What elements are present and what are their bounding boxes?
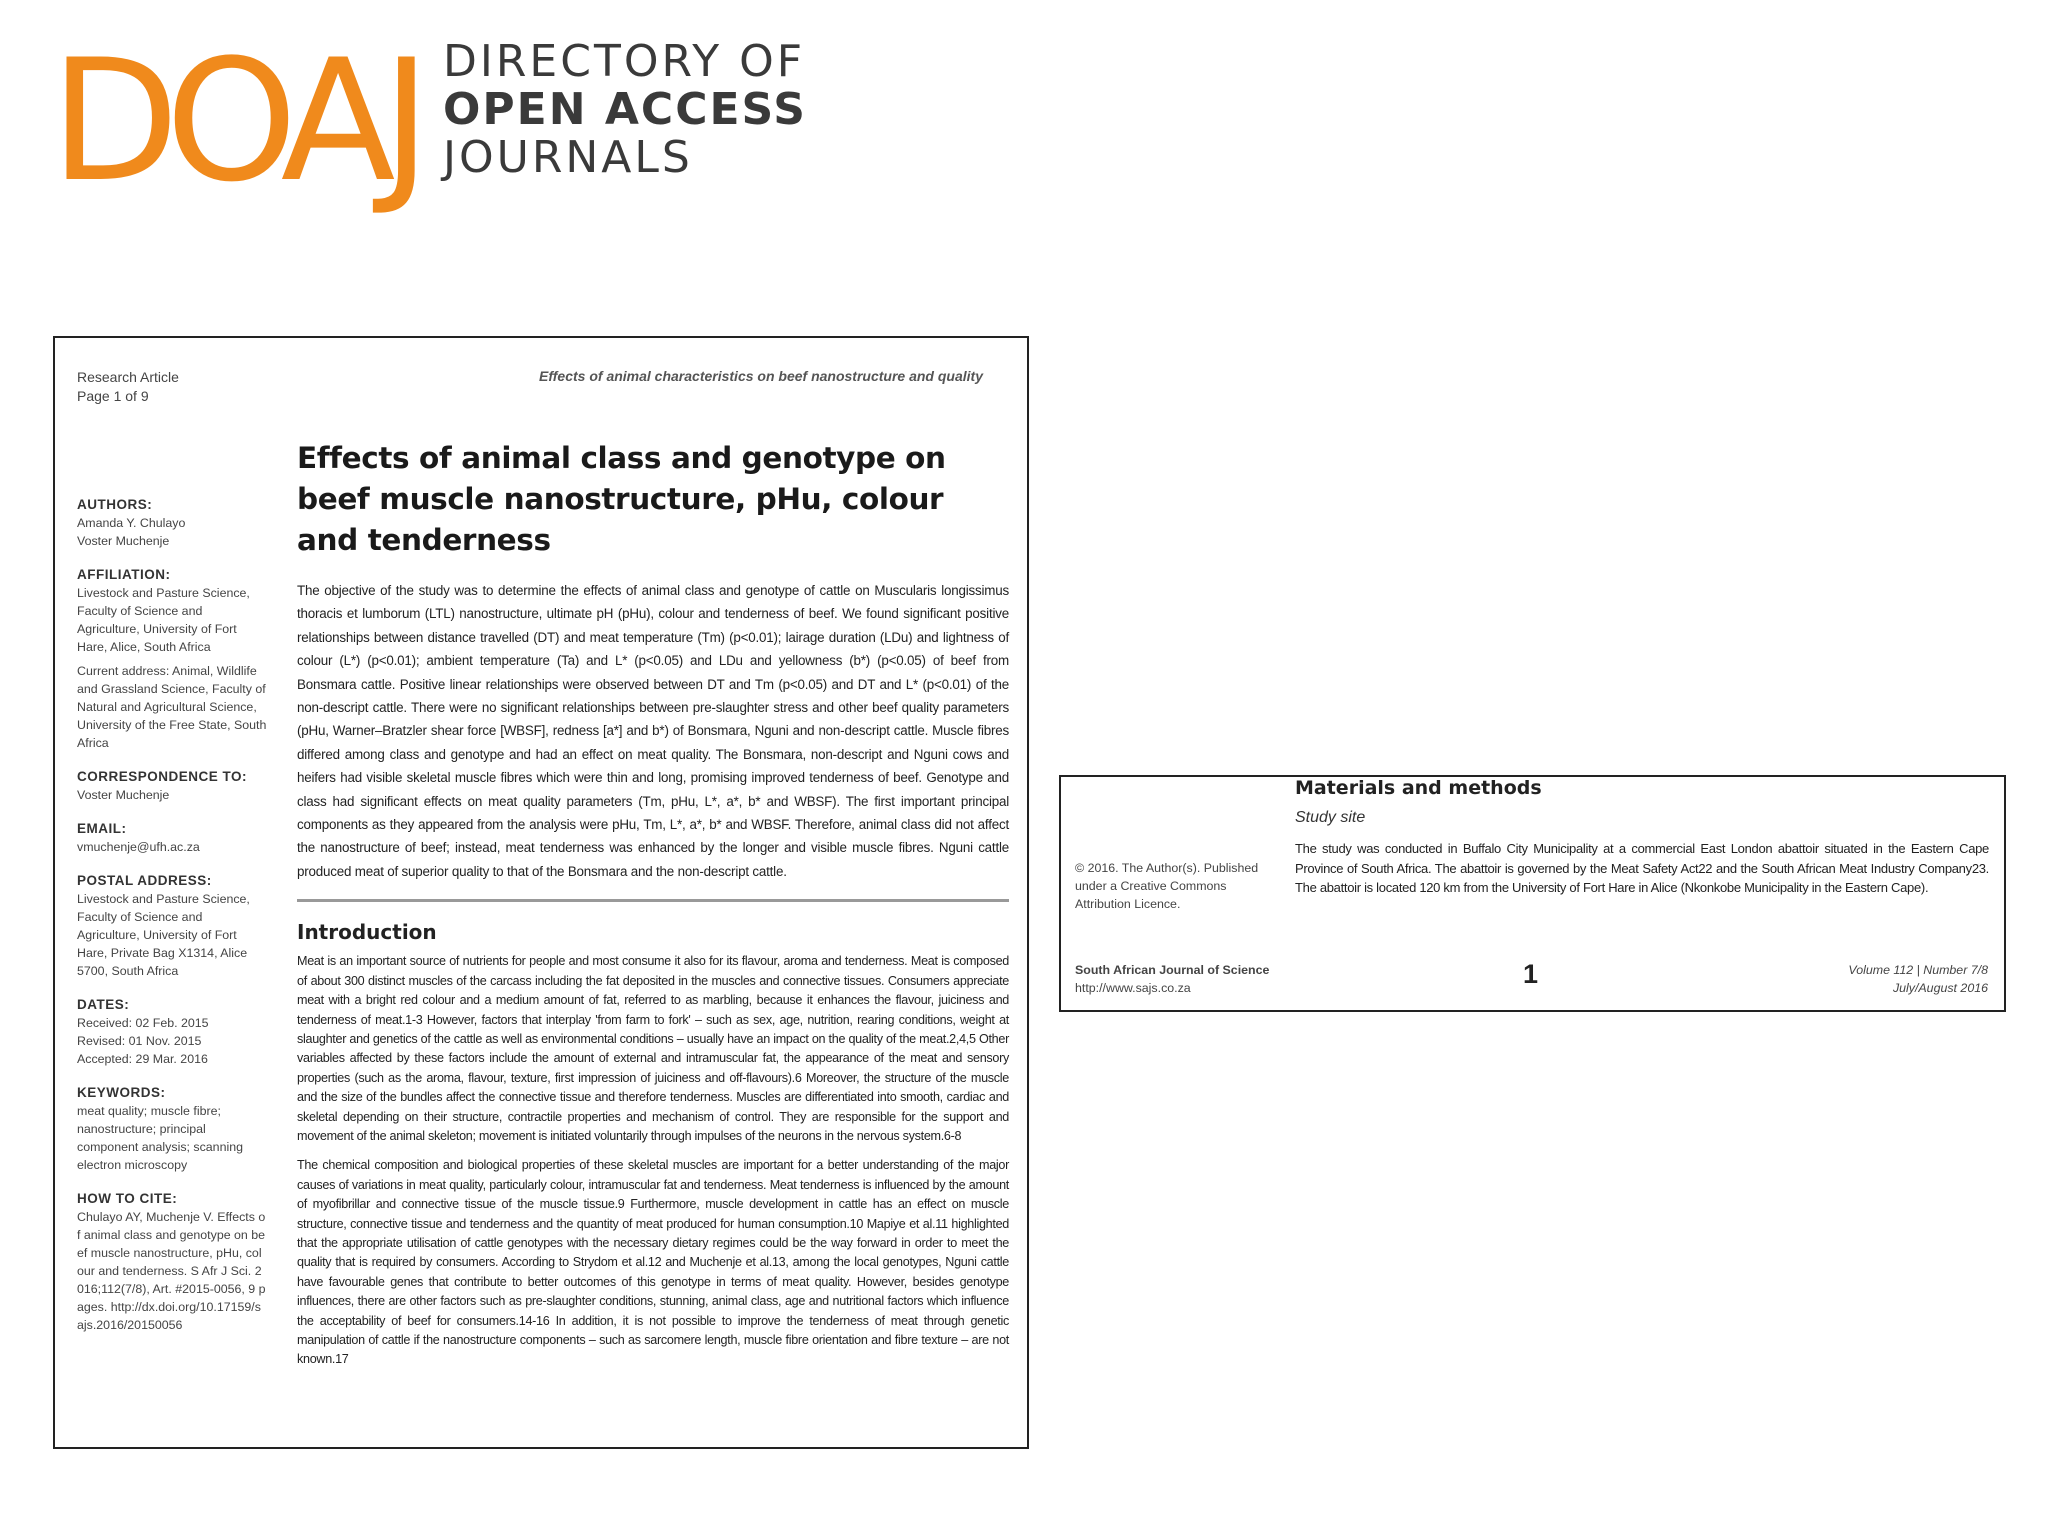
doaj-logo-words — [443, 38, 807, 182]
correspondence-name: Voster Muchenje — [77, 788, 170, 802]
doaj-logo — [50, 23, 810, 219]
date-accepted: Accepted: 29 Mar. 2016 — [77, 1052, 208, 1066]
article-first-page — [53, 336, 1029, 1449]
date-received: Received: 02 Feb. 2015 — [77, 1016, 209, 1030]
postal-heading: POSTAL ADDRESS: — [77, 873, 212, 888]
date-revised: Revised: 01 Nov. 2015 — [77, 1034, 202, 1048]
study-site-subheading: Study site — [1295, 809, 1366, 826]
author-2: Voster Muchenje — [77, 534, 170, 548]
dates-heading: DATES: — [77, 997, 130, 1012]
running-title: Effects of animal characteristics on beef nanostructure and quality — [539, 368, 983, 384]
logo-word-3: JOURNALS — [443, 132, 693, 183]
journal-url[interactable]: http://www.sajs.co.za — [1075, 981, 1191, 995]
introduction-paragraph-1: Meat is an important source of nutrients for people and most consume it also for its flavour, aroma and tenderness. Meat is composed of about 300 distinct muscles of the carcass including the fat deposited in the muscles and connective tissues. Consumers appreciate meat with a bright red colour and a medium amount of fat, referred to as marbling, because it enhances the flavour, juiciness and tenderness of meat.1-3 However, factors that interplay 'from farm to fork' – such as sex, age, nutrition, rearing conditions, weight at slaughter and genetics of the cattle as well as environmental conditions – usually have an impact on the quality of the meat.2,4,5 Other variables affected by these factors include the amount of external and intramuscular fat, the appearance of the meat and sensory properties (such as the aroma, flavour, texture, first impression of juiciness and off-flavours).6 Moreover, the structure of the muscle and the size of the bundles affect the connective tissue and therefore tenderness. Muscles are differentiated into smooth, cardiac and skeletal depending on their structure, contractile properties and mechanism of control. They are responsible for the support and movement of the animal skeleton; movement is initiated voluntarily through impulses of the neurons in the nervous system.6-8 — [297, 954, 1009, 1143]
license-note: © 2016. The Author(s). Published under a Creative Commons Attribution Licence. — [1075, 861, 1259, 911]
article-title: Effects of animal class and genotype on beef muscle nanostructure, pHu, colour and tenderness — [297, 441, 946, 557]
article-type: Research Article — [77, 369, 179, 385]
dates-block — [77, 996, 267, 1068]
section-divider — [297, 899, 1009, 902]
abstract: The objective of the study was to determine the effects of animal class and genotype of cattle on Muscularis longissimus thoracis et lumborum (LTL) nanostructure, ultimate pH (pHu), colour and tenderness of beef. We found significant positive relationships between distance travelled (DT) and meat temperature (Tm) (p<0.01); lairage duration (LDu) and lightness of colour (L*) (p<0.01); ambient temperature (Ta) and L* (p<0.05) and LDu and yellowness (b*) (p<0.05) of beef from Bonsmara cattle. Positive linear relationships were observed between DT and Tm (p<0.05) and DT and L* (p<0.01) of the non-descript cattle. There were no significant relationships between pre-slaughter stress and other beef quality parameters (pHu, Warner–Bratzler shear force [WBSF], redness [a*] and b*) of Bonsmara, Nguni and non-descript cattle. Muscle fibres differed among class and genotype and had an effect on meat quality. The Bonsmara, non-descript and Nguni cows and heifers had visible skeletal muscle fibres which were thin and long, promising improved tenderness of beef. Genotype and class had significant effects on meat quality parameters (Tm, pHu, L*, a*, b* and WBSF). The first important principal components as they appeared from the analysis were pHu, Tm, L*, a*, b* and WBSF. Therefore, animal class did not affect the nanostructure of beef; instead, meat tenderness was enhanced by the longer and visible muscle fibres. Nguni cattle produced meat of superior quality to that of the Bonsmara and the non-descript cattle. — [297, 583, 1009, 879]
introduction-heading: Introduction — [297, 920, 437, 945]
correspondence-block — [77, 768, 267, 804]
page-number: 1 — [1523, 959, 1539, 989]
page-count: Page 1 of 9 — [77, 388, 149, 404]
affiliation-block — [77, 566, 267, 752]
doaj-logo-mark: DOAJ — [50, 23, 418, 219]
email-block — [77, 820, 267, 856]
journal-name: South African Journal of Science — [1075, 963, 1270, 977]
affiliation-heading: AFFILIATION: — [77, 567, 171, 582]
affiliation-1: Livestock and Pasture Science, Faculty of Science and Agriculture, University of Fort Hare, Alice, South Africa — [77, 586, 250, 654]
correspondence-heading: CORRESPONDENCE TO: — [77, 769, 248, 784]
introduction-paragraph-2: The chemical composition and biological properties of these skeletal muscles are important for a better understanding of the major causes of variations in meat quality, particularly colour, intramuscular fat and tenderness. Meat tenderness is influenced by the amount of myofibrillar and connective tissue of the muscle tissue.9 Furthermore, muscle development in cattle has an effect on muscle structure, connective tissue and tenderness and the quantity of meat produced for human consumption.10 Mapiye et al.11 highlighted that the appropriate utilisation of cattle genotypes with the necessary dietary regimes could be the way forward in order to meet the quality that is required by consumers. According to Strydom et al.12 and Muchenje et al.13, among the local genotypes, Nguni cattle have favourable genes that contribute to better outcomes of this genotype in terms of meat quality. However, besides genotype influences, there are other factors such as pre-slaughter conditions, stunning, animal class, age and nutritional factors which influence the acceptability of beef for consumers.14-16 In addition, it is not possible to improve the tenderness of meat through genetic manipulation of cattle if the nanostructure components – such as sarcomere length, muscle fibre orientation and fibre texture – are not known.17 — [297, 1158, 1009, 1367]
cite-heading: HOW TO CITE: — [77, 1191, 178, 1206]
keywords-block — [77, 1084, 267, 1174]
authors-heading: AUTHORS: — [77, 497, 153, 512]
email-heading: EMAIL: — [77, 821, 127, 836]
cite-block — [77, 1190, 267, 1334]
logo-word-1: DIRECTORY OF — [443, 36, 806, 87]
article-sidebar — [77, 496, 267, 1350]
logo-word-2: OPEN ACCESS — [443, 84, 807, 135]
article-main — [297, 438, 1009, 1380]
postal-block — [77, 872, 267, 980]
study-site-paragraph: The study was conducted in Buffalo City Municipality at a commercial East London abattoir situated in the Eastern Cape Province of South Africa. The abattoir is governed by the Meat Safety Act22 and the South African Meat Industry Company23. The abattoir is located 120 km from the University of Fort Hare in Alice (Nkonkobe Municipality in the Eastern Cape). — [1295, 841, 1989, 895]
keywords-heading: KEYWORDS: — [77, 1085, 166, 1100]
email-address[interactable]: vmuchenje@ufh.ac.za — [77, 840, 200, 854]
author-1: Amanda Y. Chulayo — [77, 516, 186, 530]
issue-date: July/August 2016 — [1892, 981, 1988, 995]
volume-number: Volume 112 | Number 7/8 — [1848, 963, 1988, 977]
volume-info — [1848, 961, 1988, 997]
citation-text: Chulayo AY, Muchenje V. Effects of animal class and genotype on beef muscle nanostructure, pHu, colour and tenderness. S Afr J Sci. 2016;112(7/8), Art. #2015-0056, 9 pages. http://dx.doi.org/10.17159/sajs.2016/20150056 — [77, 1210, 266, 1332]
affiliation-2: Current address: Animal, Wildlife and Grassland Science, Faculty of Natural and Agricultural Science, University of the Free State, South Africa — [77, 664, 267, 750]
journal-info — [1075, 961, 1269, 997]
keywords-list: meat quality; muscle fibre; nanostructure; principal component analysis; scanning electron microscopy — [77, 1104, 243, 1172]
postal-address: Livestock and Pasture Science, Faculty of Science and Agriculture, University of Fort Hare, Private Bag X1314, Alice 5700, South Africa — [77, 892, 250, 978]
methods-heading: Materials and methods — [1295, 777, 1542, 799]
article-type-header — [77, 368, 179, 406]
page-footer-excerpt — [1059, 775, 2006, 1012]
authors-block — [77, 496, 267, 550]
